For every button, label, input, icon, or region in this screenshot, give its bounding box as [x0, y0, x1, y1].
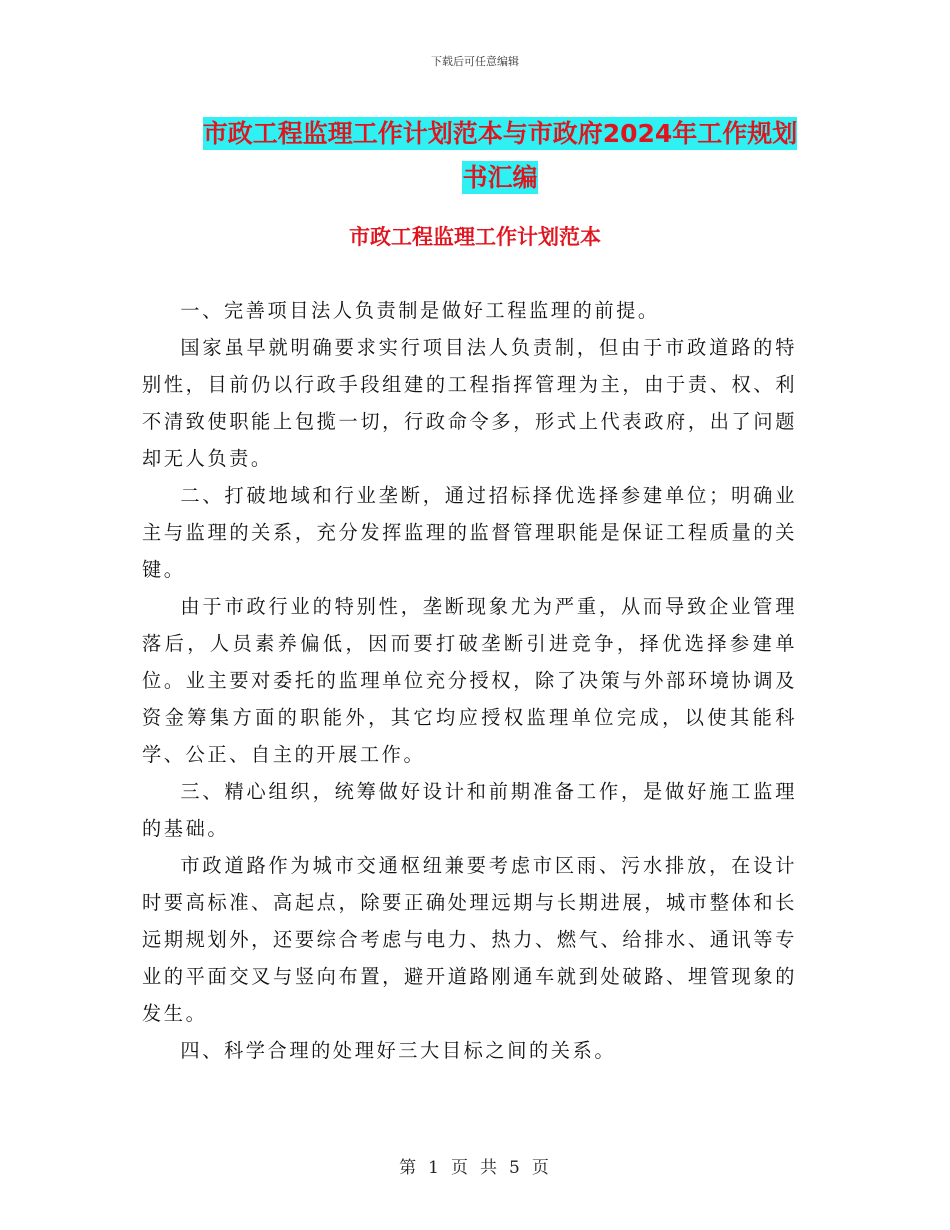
footer-label-page: 第	[399, 1158, 419, 1178]
page-footer	[0, 1153, 950, 1178]
section-title: 市政工程监理工作计划范本	[349, 225, 601, 249]
footer-label-unit-2: 页	[531, 1158, 551, 1178]
paragraph-7: 四、科学合理的处理好三大目标之间的关系。	[180, 1039, 617, 1062]
header-note: 下载后可任意编辑	[431, 55, 519, 68]
document-title	[140, 112, 860, 200]
paragraph-4: 由于市政行业的特别性，垄断现象尤为严重，从而导致企业管理落后，人员素养偏低，因而要打破垄断引进竞争，择优选择参建单位。业主要对委托的监理单位充分授权，除了决策与外部环境协调及资金筹集方面的职能外，其它均应授权监理单位完成，以使其能科学、公正、自主的开展工作。	[142, 595, 797, 766]
paragraph-2: 国家虽早就明确要求实行项目法人负责制，但由于市政道路的特别性，目前仍以行政手段组建的工程指挥管理为主，由于责、权、利不清致使职能上包揽一切，行政命令多，形式上代表政府，出了问题却无人负责。	[142, 336, 797, 470]
paragraph-6: 市政道路作为城市交通枢纽兼要考虑市区雨、污水排放，在设计时要高标准、高起点，除要正确处理远期与长期进展，城市整体和长远期规划外，还要综合考虑与电力、热力、燃气、给排水、通讯等专业的平面交叉与竖向布置，避开道路刚通车就到处破路、埋管现象的发生。	[142, 854, 797, 1025]
document-title-line-1: 市政工程监理工作计划范本与市政府2024年工作规划	[202, 119, 798, 148]
footer-total-pages: 5	[509, 1158, 522, 1178]
document-body	[142, 292, 797, 1069]
paragraph-5: 三、精心组织，统筹做好设计和前期准备工作，是做好施工监理的基础。	[142, 780, 797, 840]
paragraph-1: 一、完善项目法人负责制是做好工程监理的前提。	[180, 299, 660, 322]
footer-label-unit: 页	[451, 1158, 470, 1178]
paragraph-3: 二、打破地域和行业垄断，通过招标择优选择参建单位；明确业主与监理的关系，充分发挥监理的监督管理职能是保证工程质量的关键。	[142, 484, 797, 581]
document-title-line-2: 书汇编	[462, 163, 538, 192]
footer-current-page: 1	[428, 1158, 441, 1178]
footer-label-total: 共	[480, 1158, 499, 1178]
